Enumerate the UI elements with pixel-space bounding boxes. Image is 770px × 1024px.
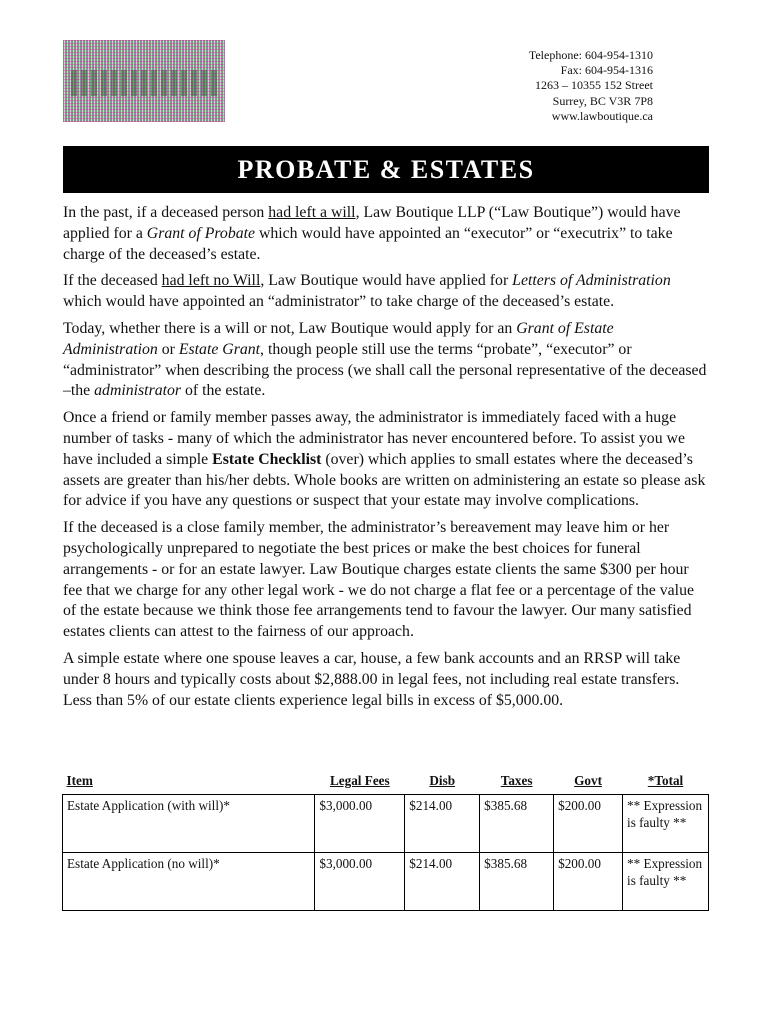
cell-taxes: $385.68: [480, 794, 554, 852]
cell-govt: $200.00: [554, 852, 623, 910]
cell-item: Estate Application (with will)*: [63, 794, 315, 852]
fax: Fax: 604-954-1316: [560, 63, 653, 78]
cell-taxes: $385.68: [480, 852, 554, 910]
table-row: [63, 794, 709, 852]
page-title: PROBATE & ESTATES: [237, 154, 535, 184]
telephone: Telephone: 604-954-1310: [528, 48, 653, 62]
document-body: [63, 203, 709, 717]
address-line-2: Surrey, BC V3R 7P8: [552, 93, 653, 108]
header-total: *Total: [647, 773, 684, 788]
header-item: Item: [66, 773, 93, 788]
firm-logo: [63, 40, 225, 122]
paragraph-6: A simple estate where one spouse leaves a car, house, a few bank accounts and an RRSP will take under 8 hours and typically costs about $2,888.00 in legal fees, not including real estate transfers. Less than 5% of our estate clients experience legal bills in excess of $5,000.00.: [63, 649, 681, 709]
paragraph-1: In the past, if a deceased person had left a will, Law Boutique LLP (“Law Boutique”) would have applied for a Grant of Probate which would have appointed an “executor” or “executrix” to take charge of the deceased’s estate.: [63, 204, 681, 263]
cell-item: Estate Application (no will)*: [63, 852, 315, 910]
paragraph-4: Once a friend or family member passes away, the administrator is immediately faced with a huge number of tasks - many of which the administrator has never encountered before. To assist you we have included a simple Estate Checklist (over) which applies to small estates where the deceased’s assets are greater than his/her debts. Whole books are written on administering an estate so please ask for advice if you have any questions or suspect that your estate may involve complications.: [63, 409, 706, 510]
paragraph-2: If the deceased had left no Will, Law Boutique would have applied for Letters of Administration which would have appointed an “administrator” to take charge of the deceased’s estate.: [63, 272, 671, 311]
header-legal-fees: Legal Fees: [329, 773, 390, 788]
table-row: [63, 852, 709, 910]
contact-block: [529, 48, 653, 124]
cell-disb: $214.00: [405, 852, 480, 910]
paragraph-3: Today, whether there is a will or not, Law Boutique would apply for an Grant of Estate Administration or Estate Grant, though people still use the terms “probate”, “executor” or “administrator” when describing the process (we shall call the personal representative of the deceased –the administrator of the estate.: [63, 319, 707, 400]
header-disb: Disb: [429, 773, 456, 788]
fee-table: [62, 770, 709, 911]
paragraph-5: If the deceased is a close family member, the administrator’s bereavement may leave him or her psychologically unprepared to negotiate the best prices or make the best choices for funeral arrangements - or for an estate lawyer. Law Boutique charges estate clients the same $300 per hour fee that we charge for any other legal work - we do not charge a flat fee or a percentage of the value of the estate because we think those fee arrangements tend to favour the lawyer. Our many satisfied estates clients can attest to the fairness of our approach.: [63, 519, 694, 641]
header-taxes: Taxes: [500, 773, 533, 788]
table-header-row: [63, 770, 709, 794]
cell-legal-fees: $3,000.00: [315, 794, 405, 852]
cell-total: ** Expression is faulty **: [623, 852, 709, 910]
page-title-banner: [63, 146, 709, 193]
cell-legal-fees: $3,000.00: [315, 852, 405, 910]
website-link[interactable]: www.lawboutique.ca: [551, 108, 653, 123]
cell-govt: $200.00: [554, 794, 623, 852]
cell-total: ** Expression is faulty **: [623, 794, 709, 852]
cell-disb: $214.00: [405, 794, 480, 852]
address-line-1: 1263 – 10355 152 Street: [535, 78, 653, 93]
header-govt: Govt: [574, 773, 602, 788]
fee-table-container: [62, 770, 709, 911]
